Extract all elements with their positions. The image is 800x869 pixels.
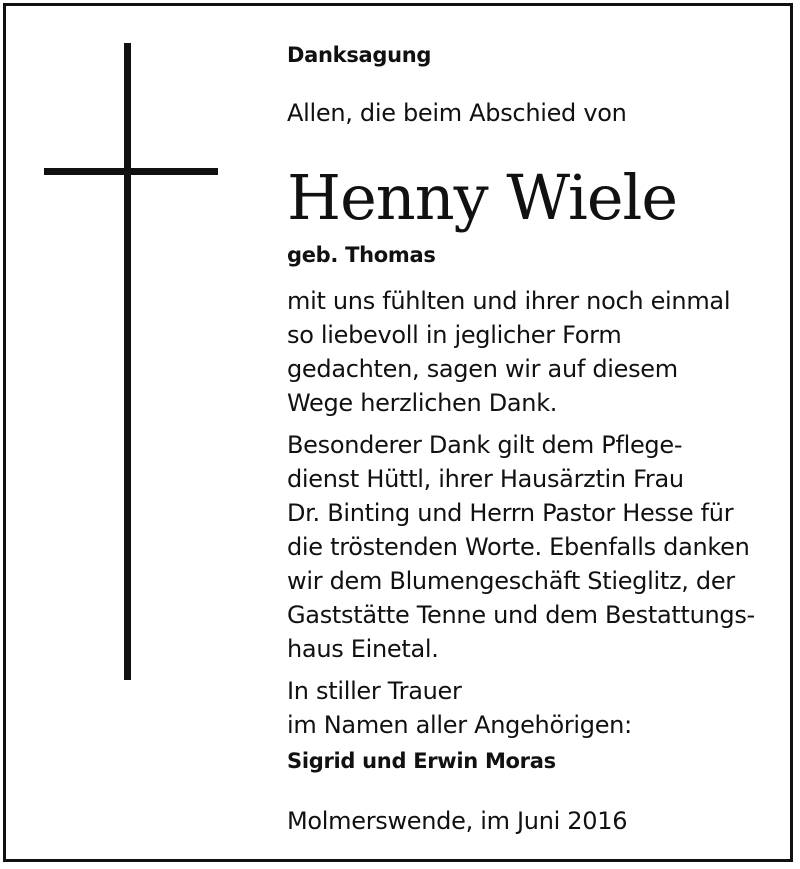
- paragraph1-line: gedachten, sagen wir auf diesem: [287, 355, 678, 383]
- paragraph2-line: haus Einetal.: [287, 635, 439, 663]
- cross-icon: [124, 43, 131, 680]
- paragraph2-line: Dr. Binting und Herrn Pastor Hesse für: [287, 499, 734, 527]
- paragraph2-line: Besonderer Dank gilt dem Pflege-: [287, 431, 683, 459]
- closing-line: im Namen aller Angehörigen:: [287, 711, 632, 739]
- paragraph1-line: Wege herzlichen Dank.: [287, 389, 558, 417]
- notice-heading: Danksagung: [287, 43, 432, 67]
- paragraph2-line: dienst Hüttl, ihrer Hausärztin Frau: [287, 465, 684, 493]
- closing-line: In stiller Trauer: [287, 677, 462, 705]
- intro-text: Allen, die beim Abschied von: [287, 99, 627, 127]
- paragraph1-line: mit uns fühlten und ihrer noch einmal: [287, 287, 731, 315]
- paragraph2-line: Gaststätte Tenne und dem Bestattungs-: [287, 601, 755, 629]
- paragraph2-line: wir dem Blumengeschäft Stieglitz, der: [287, 567, 735, 595]
- cross-icon-crossbar: [44, 168, 218, 175]
- place-date: Molmerswende, im Juni 2016: [287, 807, 628, 835]
- birth-name: geb. Thomas: [287, 243, 436, 267]
- signatories: Sigrid und Erwin Moras: [287, 749, 556, 773]
- paragraph1-line: so liebevoll in jeglicher Form: [287, 321, 622, 349]
- deceased-name: Henny Wiele: [287, 161, 678, 234]
- paragraph2-line: die tröstenden Worte. Ebenfalls danken: [287, 533, 750, 561]
